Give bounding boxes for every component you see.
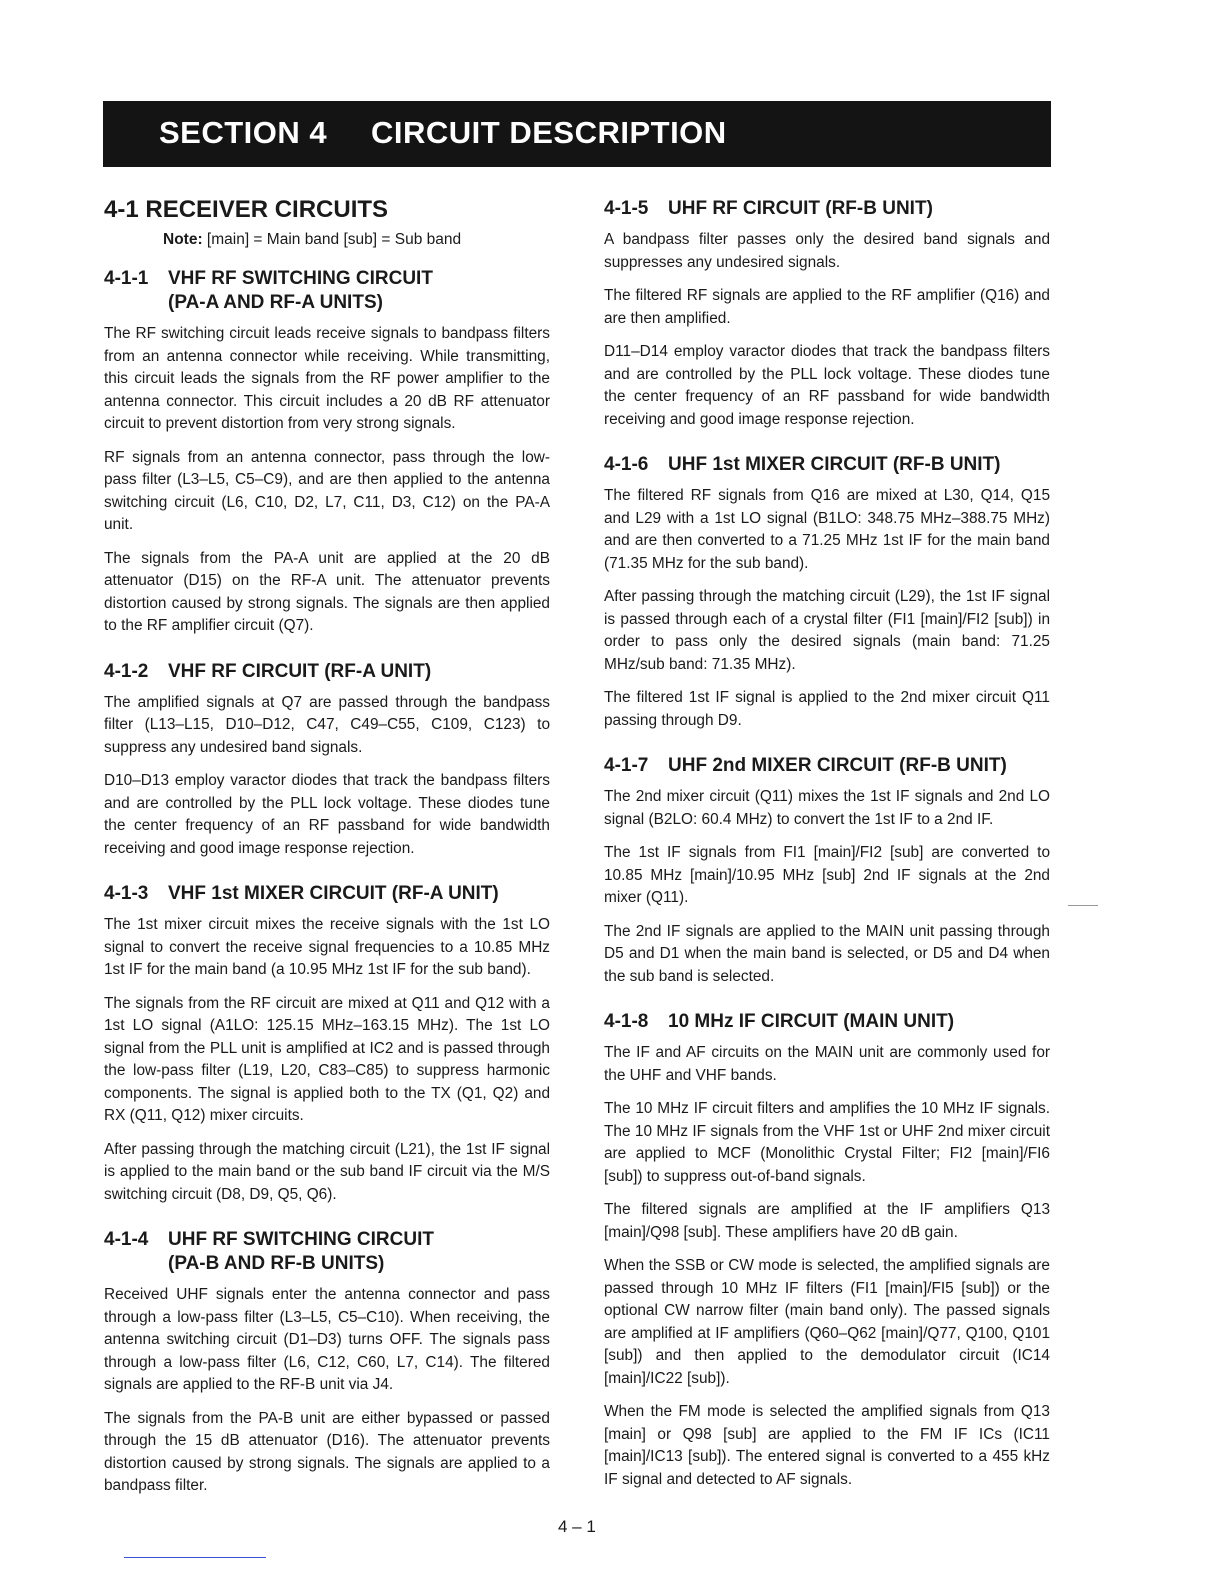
paragraph: RF signals from an antenna connector, pass through the low-pass filter (L3–L5, C5–C9), and are then applied to the antenna switching circuit (L6, C10, D2, L7, C11, D3, C12) on the PA-A unit. — [104, 448, 550, 533]
page-number: 4 – 1 — [558, 1517, 596, 1536]
right-column — [604, 197, 1050, 1502]
paragraph: D11–D14 employ varactor diodes that track the bandpass filters and are controlled by the PLL lock voltage. These diodes tune the center frequency of an RF passband for wide bandwidth receiving and good image response rejection. — [604, 343, 1050, 428]
paragraph: The 1st IF signals from FI1 [main]/FI2 [sub] are converted to 10.85 MHz [main]/10.95 MHz [sub] 2nd IF signals at the 2nd mixer (Q11). — [604, 844, 1050, 906]
paragraph: The amplified signals at Q7 are passed through the bandpass filter (L13–L15, D10–D12, C47, C49–C55, C109, C123) to suppress any undesired band signals. — [104, 693, 550, 756]
section-num: 4-1-3 — [104, 883, 149, 904]
section-num: 4-1-4 — [104, 1229, 149, 1250]
section-num: 4-1-2 — [104, 660, 149, 682]
section-num: 4-1-7 — [604, 755, 649, 776]
margin-mark — [1068, 905, 1098, 906]
left-column — [104, 196, 550, 1509]
section-number: SECTION 4 — [159, 115, 328, 150]
note-label: Note: — [163, 231, 203, 248]
paragraph: When the SSB or CW mode is selected, the amplified signals are passed through 10 MHz IF filters (FI1 [main]/FI5 [sub]) or the optional CW narrow filter (main band only). The passed signals are amplified at IF amplifiers (Q60–Q62 [main]/Q77, Q100, Q101 [sub]) and then applied to the demodulator circuit (IC14 [main]/IC22 [sub]). — [604, 1257, 1050, 1387]
section-heading-4-1-7 — [604, 754, 1050, 778]
paragraph: The filtered RF signals from Q16 are mixed at L30, Q14, Q15 and L29 with a 1st LO signal (B1LO: 348.75 MHz–388.75 MHz) and are then converted to a 71.25 MHz 1st IF for the main band (71.35 MHz for the sub band). — [604, 487, 1050, 572]
paragraph: The RF switching circuit leads receive signals to bandpass filters from an antenna connector while receiving. While transmitting, this circuit leads the signals from the RF power amplifier to the antenna connector. This circuit includes a 20 dB RF attenuator circuit to prevent distortion from very strong signals. — [104, 325, 550, 432]
paragraph: The 10 MHz IF circuit filters and amplifies the 10 MHz IF signals. The 10 MHz IF signals from the VHF 1st or UHF 2nd mixer circuit are applied to MCF (Monolithic Crystal Filter; FI2 [main]/FI6 [sub]) to suppress out-of-band signals. — [604, 1100, 1050, 1185]
section-heading-4-1-2 — [104, 660, 550, 684]
section-title-line: 10 MHz IF CIRCUIT (MAIN UNIT) — [668, 1011, 955, 1032]
paragraph: The signals from the PA-B unit are either bypassed or passed through the 15 dB attenuator (D16). The attenuator prevents distortion caused by strong signals. The signals are applied to a bandpass filter. — [104, 1409, 550, 1494]
section-title-line-2: (PA-A AND RF-A UNITS) — [168, 292, 383, 313]
paragraph: After passing through the matching circuit (L21), the 1st IF signal is applied to the main band or the sub band IF circuit via the M/S switching circuit (D8, D9, Q5, Q6). — [104, 1140, 550, 1203]
note — [163, 231, 550, 249]
note-text: [main] = Main band [sub] = Sub band — [202, 231, 462, 248]
section-title: CIRCUIT DESCRIPTION — [371, 115, 727, 150]
section-title-line: UHF 1st MIXER CIRCUIT (RF-B UNIT) — [668, 454, 1001, 475]
section-title-line: UHF RF SWITCHING CIRCUIT — [168, 1229, 434, 1250]
section-heading-4-1-4 — [104, 1228, 550, 1276]
section-heading-4-1-3 — [104, 882, 550, 906]
paragraph: After passing through the matching circuit (L29), the 1st IF signal is passed through each of a crystal filter (FI1 [main]/FI2 [sub]) in order to pass only the desired signals (main band: 71.25 MHz/sub band: 71.35 MHz). — [604, 588, 1050, 673]
section-heading-4-1-6 — [604, 453, 1050, 477]
section-title-line: UHF 2nd MIXER CIRCUIT (RF-B UNIT) — [668, 755, 1007, 776]
section-title-line: VHF RF SWITCHING CIRCUIT — [168, 268, 433, 289]
section-title-line: VHF 1st MIXER CIRCUIT (RF-A UNIT) — [168, 883, 499, 904]
section-title-line: UHF RF CIRCUIT (RF-B UNIT) — [668, 198, 933, 219]
paragraph: D10–D13 employ varactor diodes that track the bandpass filters and are controlled by the PLL lock voltage. These diodes tune the center frequency of an RF passband for wide bandwidth receiving and good image response rejection. — [104, 772, 550, 857]
paragraph: The 1st mixer circuit mixes the receive signals with the 1st LO signal to convert the receive signal frequencies to a 10.85 MHz 1st IF for the main band (a 10.95 MHz 1st IF for the sub band). — [104, 916, 550, 978]
section-num: 4-1-6 — [604, 454, 649, 475]
paragraph: The filtered signals are amplified at the IF amplifiers Q13 [main]/Q98 [sub]. These amplifiers have 20 dB gain. — [604, 1201, 1050, 1241]
paragraph: The signals from the RF circuit are mixed at Q11 and Q12 with a 1st LO signal (A1LO: 125.15 MHz–163.15 MHz). The 1st LO signal from the PLL unit is amplified at IC2 and is passed through the low-pass filter (L19, L20, C83–C85) to suppress harmonic components. The signal is applied both to the TX (Q1, Q2) and RX (Q11, Q12) mixer circuits. — [104, 994, 550, 1124]
section-num: 4-1-8 — [604, 1011, 649, 1032]
section-title-line-2: (PA-B AND RF-B UNITS) — [168, 1253, 385, 1274]
paragraph: The signals from the PA-A unit are applied at the 20 dB attenuator (D15) on the RF-A unit. The attenuator prevents distortion caused by strong signals. The signals are then applied to the RF amplifier circuit (Q7). — [104, 549, 550, 634]
section-banner — [103, 101, 1051, 167]
paragraph: The filtered RF signals are applied to the RF amplifier (Q16) and are then amplified. — [604, 287, 1050, 327]
paragraph: A bandpass filter passes only the desired band signals and suppresses any undesired signals. — [604, 231, 1050, 271]
paragraph: The filtered 1st IF signal is applied to the 2nd mixer circuit Q11 passing through D9. — [604, 689, 1050, 729]
paragraph: The IF and AF circuits on the MAIN unit are commonly used for the UHF and VHF bands. — [604, 1044, 1050, 1084]
paragraph: When the FM mode is selected the amplified signals from Q13 [main] or Q98 [sub] are applied to the FM IF ICs (IC11 [main]/IC13 [sub]). The entered signal is converted to a 455 kHz IF signal and detected to AF signals. — [604, 1403, 1050, 1488]
paragraph: The 2nd IF signals are applied to the MAIN unit passing through D5 and D1 when the main band is selected, or D5 and D4 when the sub band is selected. — [604, 922, 1050, 985]
section-title-line: VHF RF CIRCUIT (RF-A UNIT) — [168, 660, 432, 682]
paragraph: The 2nd mixer circuit (Q11) mixes the 1st IF signals and 2nd LO signal (B2LO: 60.4 MHz) to convert the 1st IF to a 2nd IF. — [604, 788, 1050, 828]
footer-rule — [124, 1557, 266, 1558]
section-num: 4-1-5 — [604, 198, 649, 219]
section-num: 4-1-1 — [104, 268, 149, 289]
section-heading-4-1-1 — [104, 267, 550, 315]
page-heading: 4-1 RECEIVER CIRCUITS — [104, 196, 389, 223]
section-heading-4-1-5 — [604, 197, 1050, 221]
section-heading-4-1-8 — [604, 1010, 1050, 1034]
paragraph: Received UHF signals enter the antenna connector and pass through a low-pass filter (L3–L5, C5–C10). When receiving, the antenna switching circuit (D1–D3) turns OFF. The signals pass through a low-pass filter (L6, C12, C60, L7, C14). The filtered signals are applied to the RF-B unit via J4. — [104, 1286, 550, 1393]
